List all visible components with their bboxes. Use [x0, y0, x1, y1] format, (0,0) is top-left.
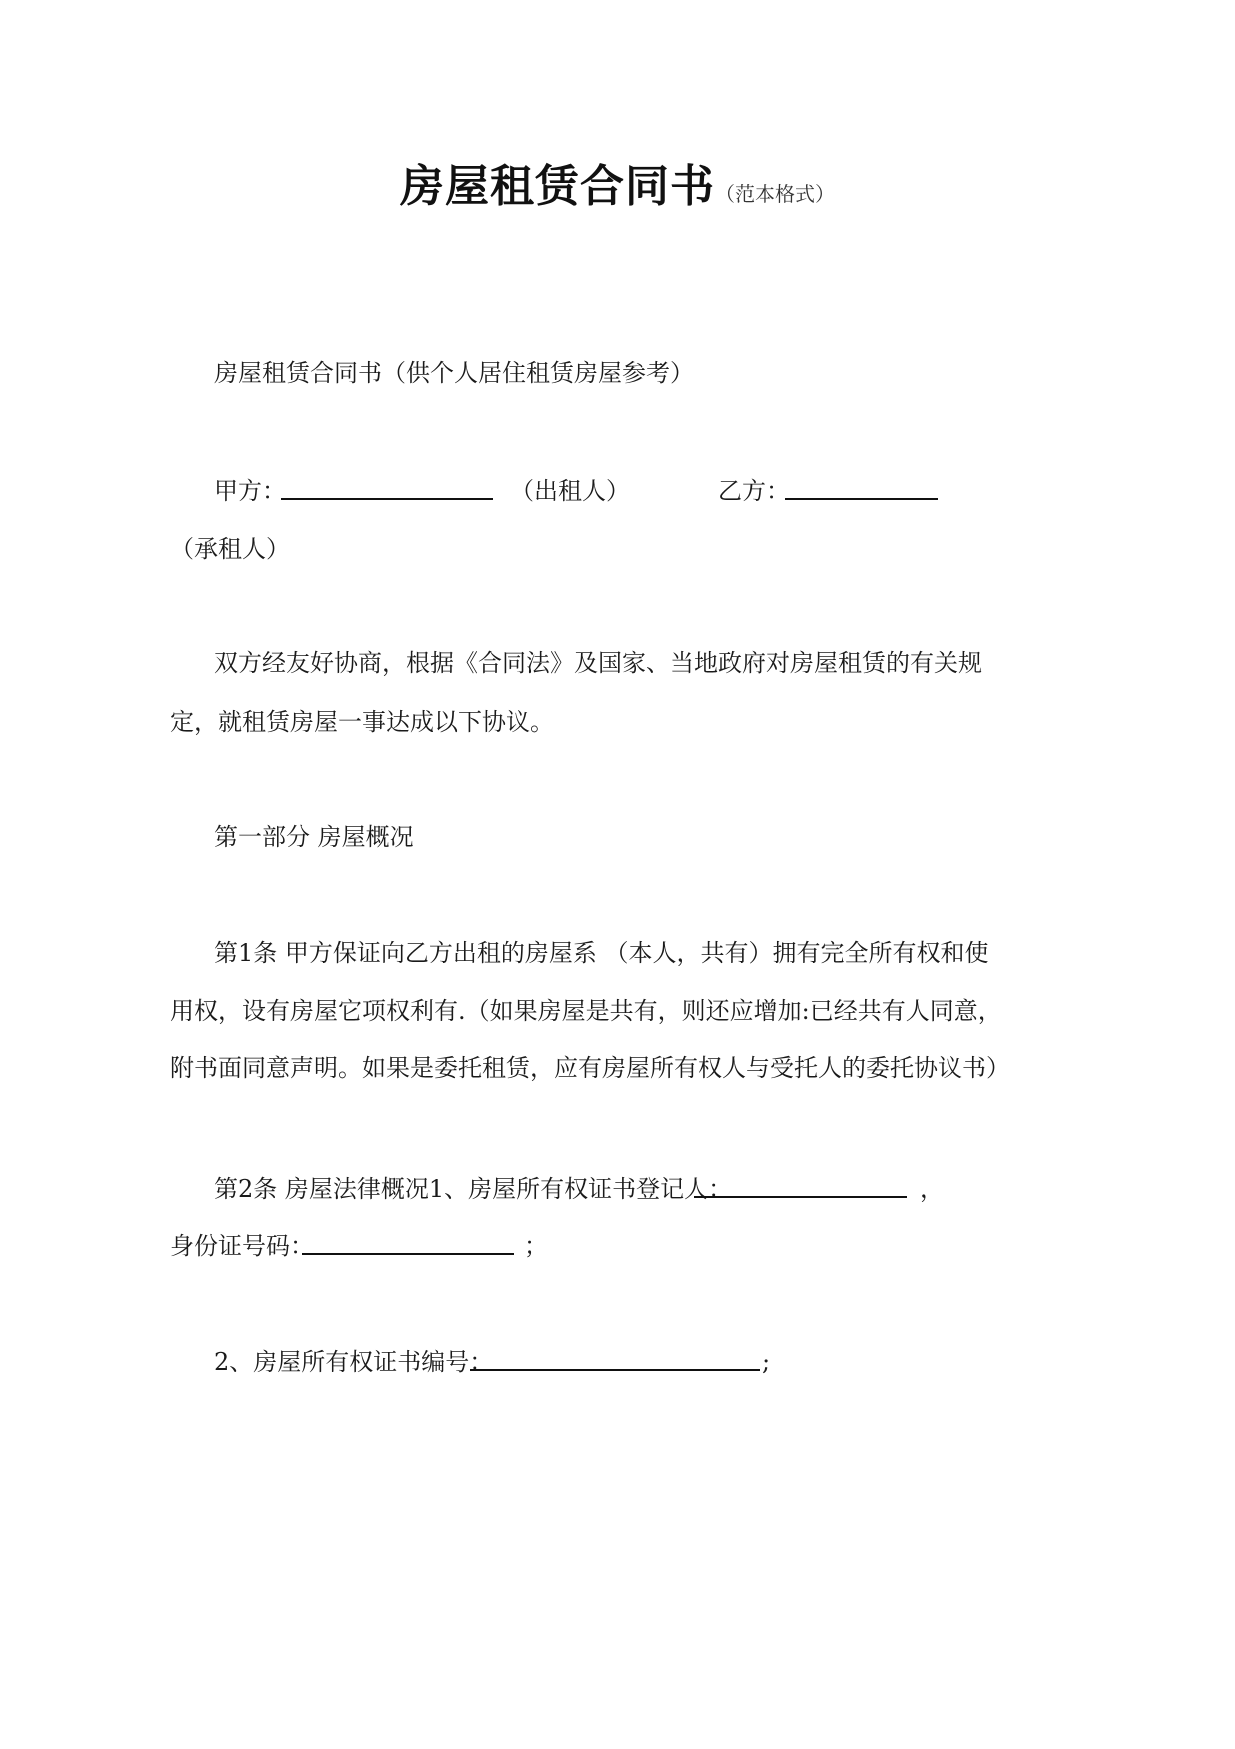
- article1-line-1: 第1条 甲方保证向乙方出租的房屋系 （本人，共有）拥有完全所有权和使: [214, 939, 989, 967]
- subtitle: 房屋租赁合同书（供个人居住租赁房屋参考）: [214, 359, 694, 387]
- party-b-blank[interactable]: [785, 476, 938, 500]
- certificate-number-suffix: ;: [762, 1348, 771, 1376]
- intro-line-1: 双方经友好协商，根据《合同法》及国家、当地政府对房屋租赁的有关规: [214, 649, 982, 677]
- party-a-blank[interactable]: [281, 476, 493, 500]
- document-title: [0, 150, 1235, 214]
- article2-line-1-suffix: ，: [920, 1175, 944, 1203]
- id-number-blank[interactable]: [302, 1231, 514, 1255]
- title-main: 房屋租赁合同书: [400, 161, 715, 212]
- party-b-label: 乙方：: [718, 477, 790, 505]
- article2-line-1: 第2条 房屋法律概况1、房屋所有权证书登记人：: [214, 1175, 733, 1203]
- article1-line-2: 用权，设有房屋它项权利有.（如果房屋是共有，则还应增加:已经共有人同意，: [170, 997, 1002, 1025]
- registrant-blank[interactable]: [694, 1174, 907, 1198]
- certificate-number-blank[interactable]: [470, 1347, 760, 1371]
- party-a-role: （出租人）: [510, 477, 630, 505]
- article1-line-3: 附书面同意声明。如果是委托租赁，应有房屋所有权人与受托人的委托协议书）: [170, 1054, 1010, 1082]
- intro-line-2: 定，就租赁房屋一事达成以下协议。: [170, 708, 554, 736]
- part1-heading: 第一部分 房屋概况: [214, 823, 414, 851]
- party-a-line: [214, 476, 286, 506]
- party-a-label: 甲方：: [214, 477, 286, 505]
- title-note: （范本格式）: [715, 182, 835, 206]
- certificate-number-label: 2、房屋所有权证书编号：: [214, 1348, 494, 1376]
- party-b-role: （承租人）: [170, 535, 290, 563]
- id-number-suffix: ；: [524, 1232, 548, 1260]
- id-number-label: 身份证号码：: [170, 1232, 314, 1260]
